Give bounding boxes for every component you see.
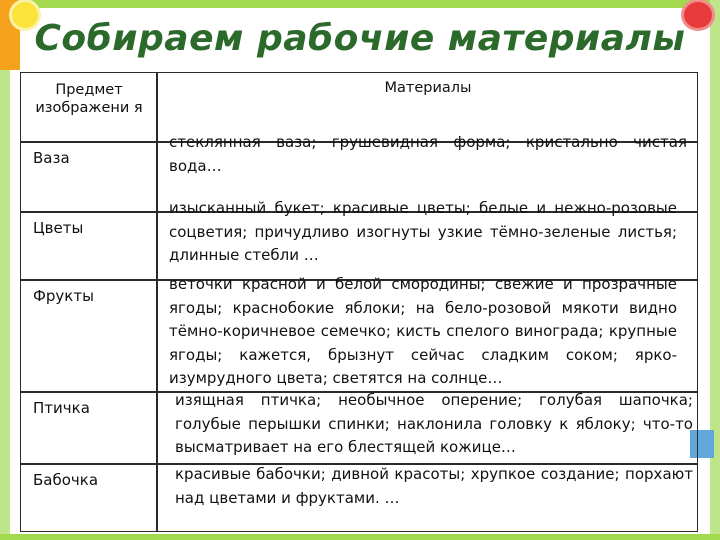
row-label-bird: Птичка	[33, 399, 90, 417]
row-text-flowers: изысканный букет; красивые цветы; белые и нежно-розовые соцветия; причудливо изогнуты узкие тёмно-зеленые листья; длинные стебли …	[169, 199, 677, 265]
row-text-bird: изящная птичка; необычное оперение; голубая шапочка; голубые перышки спинки; наклонила головку к яблоку; что-то высматривает на его блестящей кожице…	[175, 391, 693, 457]
row-label-vase: Ваза	[33, 149, 70, 167]
frame-right-border	[710, 0, 720, 540]
frame-left-border	[0, 0, 10, 540]
row-text-butterfly: красивые бабочки; дивной красоты; хрупкое создание; порхают над цветами и фруктами. …	[175, 465, 693, 507]
frame-top-border	[0, 0, 720, 8]
frame-bottom-border	[0, 534, 720, 540]
header-subject: Предмет изображени я	[35, 82, 143, 116]
row-label-flowers: Цветы	[33, 219, 84, 237]
row-label-butterfly: Бабочка	[33, 471, 99, 489]
row-text-vase: стеклянная ваза; грушевидная форма; кристально чистая вода…	[169, 133, 687, 175]
header-materials: Материалы	[384, 80, 472, 96]
slide-title: Собираем рабочие материалы	[34, 18, 686, 59]
row-text-fruits: веточки красной и белой смородины; свежие и прозрачные ягоды; краснобокие яблоки; на бело-розовой мякоти видно тёмно-коричневое семечко; кисть спелого винограда; крупные ягоды; кажется, брызнут сейчас сладким соком; ярко-изумрудного цвета; светятся на солнце…	[169, 275, 677, 388]
row-label-fruits: Фрукты	[33, 287, 94, 305]
materials-table	[20, 72, 698, 532]
